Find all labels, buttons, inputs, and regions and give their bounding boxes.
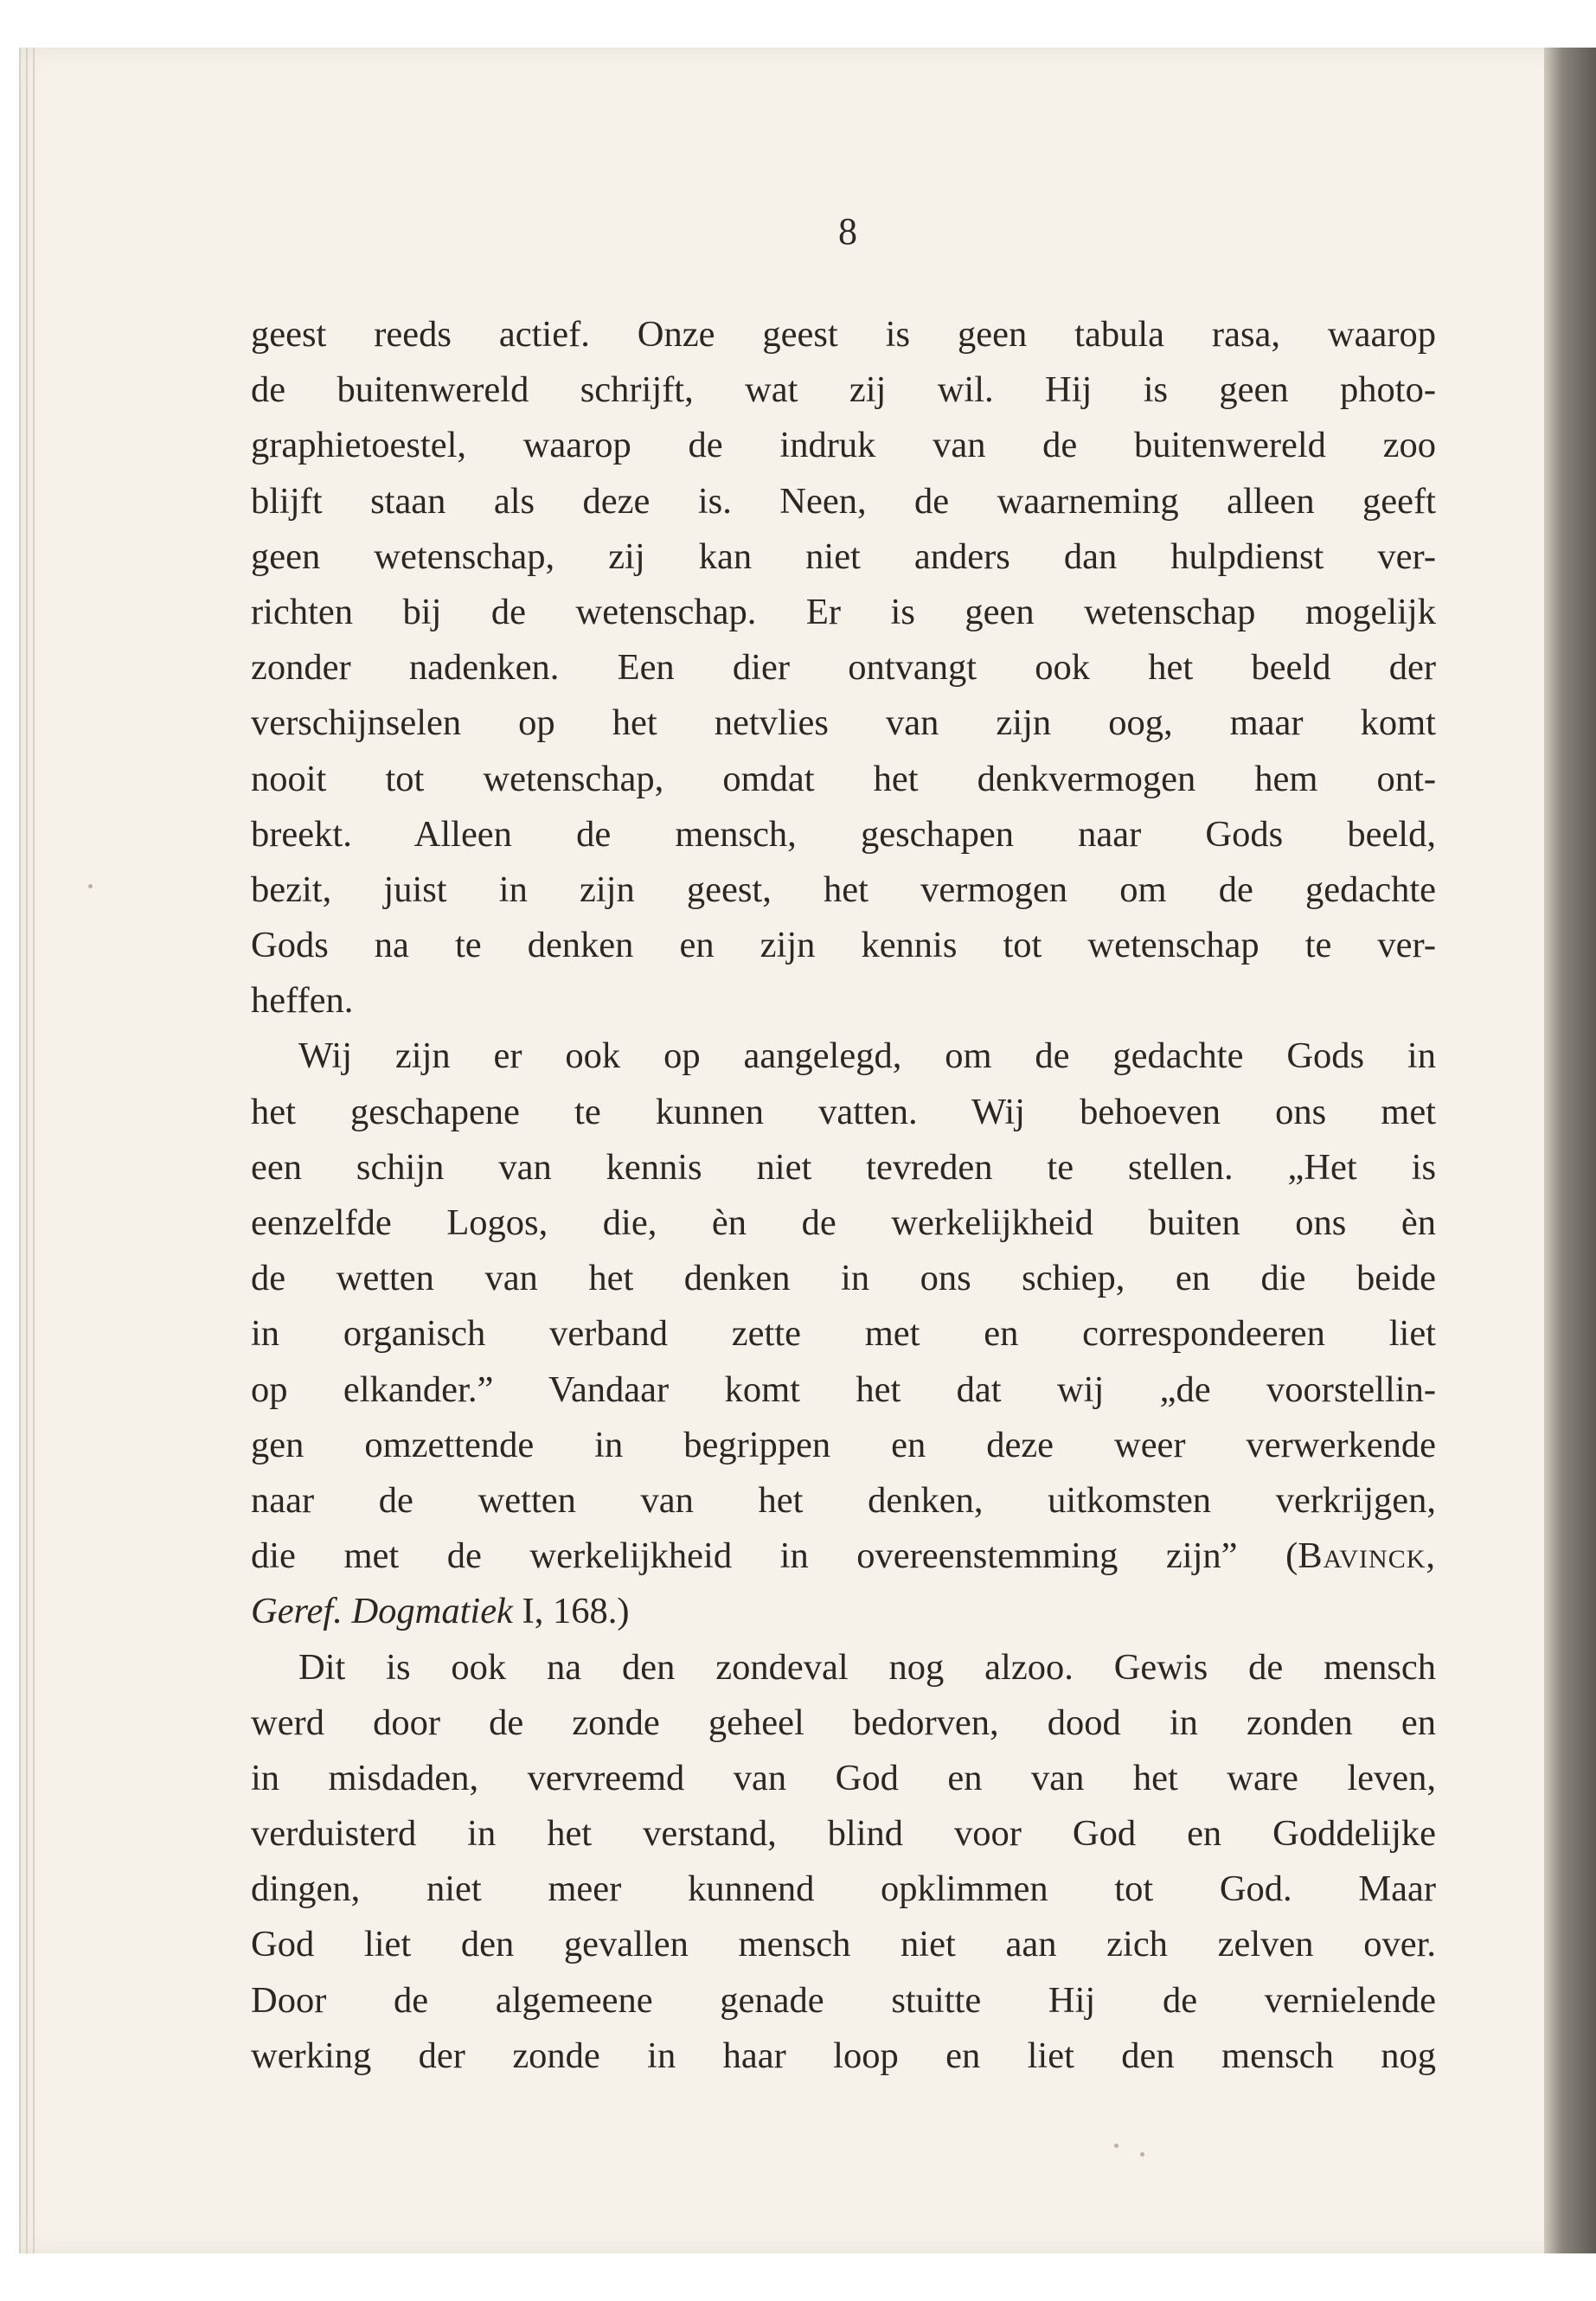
text-line: het geschapene te kunnen vatten. Wij behoeven ons met — [251, 1091, 1436, 1132]
text-segment: die met de werkelijkheid in overeenstemming zijn” ( — [251, 1535, 1298, 1577]
text-line: de buitenwereld schrijft, wat zij wil. Hij is geen photo- — [251, 369, 1436, 411]
paper-speck — [88, 884, 93, 888]
paper-speck — [1114, 2144, 1118, 2148]
text-line: verduisterd in het verstand, blind voor God en Goddelijke — [251, 1813, 1436, 1855]
text-segment: I, 168.) — [512, 1591, 630, 1632]
binding-edge-line — [19, 48, 21, 2253]
text-line: werking der zonde in haar loop en liet den mensch nog — [251, 2035, 1436, 2076]
binding-edge-line — [26, 48, 28, 2253]
text-line: heffen. — [251, 980, 354, 1022]
text-line: bezit, juist in zijn geest, het vermogen om de gedachte — [251, 868, 1436, 910]
paper-speck — [1140, 2152, 1144, 2157]
text-line: in organisch verband zette met en correspondeeren liet — [251, 1313, 1436, 1355]
text-line: in misdaden, vervreemd van God en van het ware leven, — [251, 1757, 1436, 1798]
text-line — [251, 1584, 1436, 1639]
text-line: verschijnselen op het netvlies van zijn oog, maar komt — [251, 702, 1436, 744]
text-line: een schijn van kennis niet tevreden te stellen. „Het is — [251, 1146, 1436, 1188]
page-edge-shadow — [1544, 48, 1596, 2253]
author-name: Bavinck, — [1298, 1535, 1436, 1577]
text-line: gen omzettende in begrippen en deze weer verwerkende — [251, 1424, 1436, 1465]
text-line: zonder nadenken. Een dier ontvangt ook het beeld der — [251, 647, 1436, 689]
page-number: 8 — [838, 210, 857, 253]
text-line: Wij zijn er ook op aangelegd, om de gedachte Gods in — [298, 1035, 1436, 1077]
binding-edge-line — [33, 48, 35, 2253]
text-line: werd door de zonde geheel bedorven, dood in zonden en — [251, 1702, 1436, 1743]
text-line: blijft staan als deze is. Neen, de waarneming alleen geeft — [251, 480, 1436, 522]
text-line: Dit is ook na den zondeval nog alzoo. Gewis de mensch — [298, 1646, 1436, 1688]
text-line: geen wetenschap, zij kan niet anders dan hulpdienst ver- — [251, 535, 1436, 577]
text-line: eenzelfde Logos, die, èn de werkelijkheid buiten ons èn — [251, 1202, 1436, 1243]
text-line: geest reeds actief. Onze geest is geen tabula rasa, waarop — [251, 314, 1436, 355]
text-line: richten bij de wetenschap. Er is geen wetenschap mogelijk — [251, 591, 1436, 632]
book-title: Geref. Dogmatiek — [251, 1591, 513, 1632]
text-line: naar de wetten van het denken, uitkomsten verkrijgen, — [251, 1479, 1436, 1521]
text-line: God liet den gevallen mensch niet aan zich zelven over. — [251, 1924, 1436, 1965]
text-line: op elkander.” Vandaar komt het dat wij „de voorstellin- — [251, 1368, 1436, 1410]
text-line: de wetten van het denken in ons schiep, en die beide — [251, 1258, 1436, 1299]
text-line: nooit tot wetenschap, omdat het denkvermogen hem ont- — [251, 758, 1436, 799]
text-line: dingen, niet meer kunnend opklimmen tot God. Maar — [251, 1868, 1436, 1910]
text-line: Gods na te denken en zijn kennis tot wetenschap te ver- — [251, 925, 1436, 966]
body-text — [251, 307, 1436, 2084]
text-line: Door de algemeene genade stuitte Hij de vernielende — [251, 1979, 1436, 2021]
text-line: graphietoestel, waarop de indruk van de buitenwereld zoo — [251, 425, 1436, 466]
text-line: breekt. Alleen de mensch, geschapen naar Gods beeld, — [251, 813, 1436, 855]
text-line — [251, 1529, 1436, 1584]
